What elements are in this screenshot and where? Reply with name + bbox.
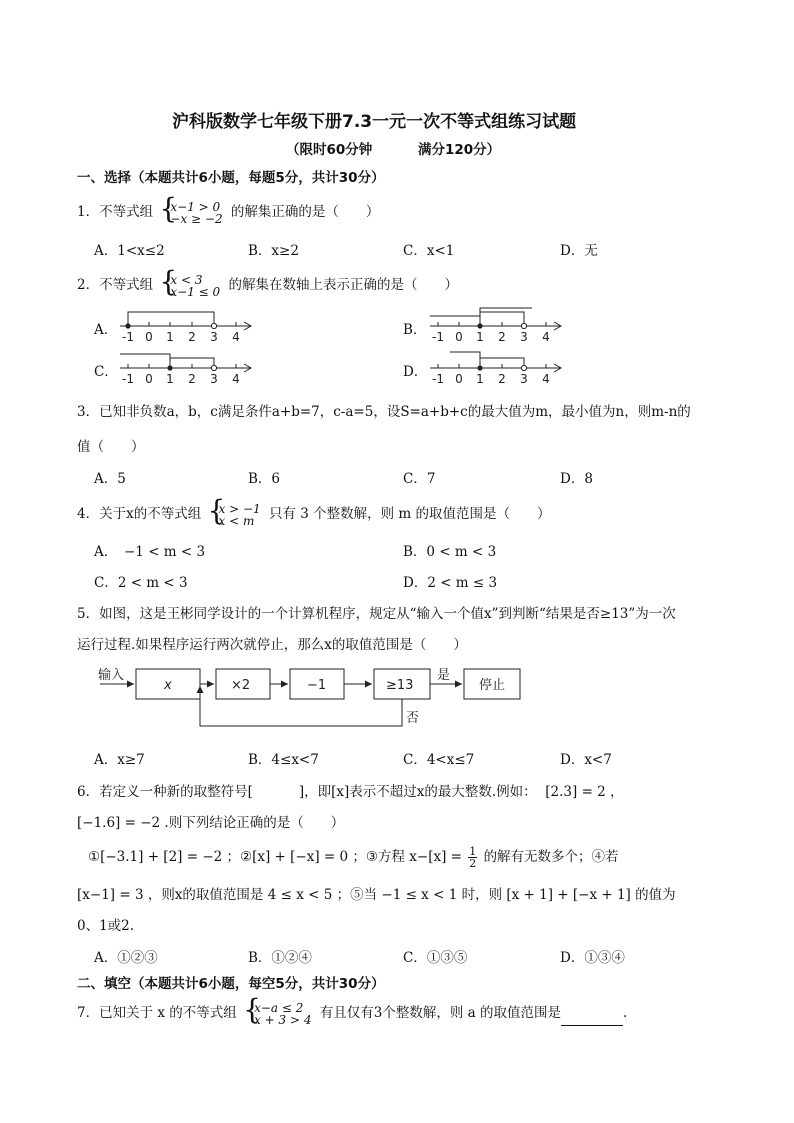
q5-option-c[interactable]: C．4<x≤7: [403, 752, 475, 768]
question-5-line-1: 5．如图，这是王彬同学设计的一个计算机程序，规定从“输入一个值x”到判断“结果是否≥13”为一次: [77, 606, 676, 622]
q2-option-c-label[interactable]: C．: [94, 364, 118, 380]
q7-ineq-2: x + 3 > 4: [254, 1012, 312, 1027]
tick-label: 1: [166, 330, 174, 344]
tick-label: 1: [476, 330, 484, 344]
q6-line-1b: ]，即[x]表示不超过x的最大整数.例如：: [298, 784, 537, 800]
tick-label: 3: [520, 330, 528, 344]
tick-label: 2: [498, 330, 506, 344]
q1-option-d[interactable]: D．无: [560, 243, 598, 259]
q3-option-a[interactable]: A．5: [94, 471, 126, 487]
question-7: [77, 1001, 627, 1026]
flow-x-label: x: [164, 678, 172, 693]
flow-no-label: 否: [406, 711, 420, 726]
q2-number-line-b[interactable]: [428, 302, 568, 344]
question-6-line-5: 0、1或2.: [77, 918, 135, 934]
tick-label: 4: [542, 330, 550, 344]
time-limit: （限时60分钟: [286, 142, 373, 158]
question-2: [77, 273, 458, 298]
question-5-line-2: 运行过程.如果程序运行两次就停止，那么x的取值范围是（ ）: [77, 637, 467, 653]
q2-number-line-c[interactable]: [118, 344, 258, 386]
q1-ineq-1: { x−1 > 0: [170, 199, 221, 214]
question-6-line-3: [88, 845, 619, 869]
q2-system: [161, 274, 220, 298]
q5-option-b[interactable]: B．4≤x<7: [248, 752, 319, 768]
flow-times-label: ×2: [231, 678, 251, 693]
q6-frac-den: 2: [469, 857, 477, 870]
question-3-line-1: 3．已知非负数a，b，c满足条件a+b=7，c-a=5，设S=a+b+c的最大值为m，最小值为n，则m-n的: [77, 404, 691, 420]
q1-option-a[interactable]: A．1<x≤2: [94, 243, 165, 259]
q7-ineq-1: { x−a ≤ 2: [254, 1000, 304, 1015]
q6-option-a[interactable]: A．①②③: [94, 950, 158, 966]
question-1: [77, 200, 379, 225]
q2-ineq-1: { x < 3: [170, 272, 203, 287]
question-6-line-4: [x−1] = 3 ，则x的取值范围是 4 ≤ x < 5 ；⑤当 −1 ≤ x < 1 时，则 [x + 1] + [−x + 1] 的值为: [77, 887, 676, 903]
q1-option-b[interactable]: B．x≥2: [248, 243, 299, 259]
q3-option-c[interactable]: C．7: [403, 471, 436, 487]
q4-ineq-2: x < m: [218, 513, 255, 528]
tick-label: 0: [145, 372, 153, 386]
q4-stem: 4．关于x的不等式组: [77, 506, 202, 522]
q2-option-d-label[interactable]: D．: [403, 364, 428, 380]
q1-stem-end: 的解集正确的是（ ）: [230, 204, 380, 220]
q5-flowchart: [92, 660, 532, 736]
tick-label: 2: [188, 372, 196, 386]
q2-option-b-label[interactable]: B．: [403, 322, 427, 338]
q7-stem-end: 有且仅有3个整数解，则 a 的取值范围是: [319, 1005, 562, 1021]
q2-number-line-a[interactable]: [118, 302, 258, 344]
q2-stem: 2．不等式组: [77, 277, 154, 293]
tick-label: 3: [210, 372, 218, 386]
q4-stem-end: 只有 3 个整数解，则 m 的取值范围是（ ）: [268, 506, 551, 522]
tick-label: 0: [455, 372, 463, 386]
tick-label: -1: [432, 372, 444, 386]
tick-label: 0: [145, 330, 153, 344]
q1-system: [161, 201, 222, 225]
flow-compare-label: ≥13: [386, 678, 414, 693]
section-1-heading: 一、选择（本题共计6小题，每题5分，共计30分）: [77, 170, 385, 186]
q4-ineq-1: { x > −1: [218, 501, 261, 516]
tick-label: 2: [498, 372, 506, 386]
q6-frac-num: 1: [469, 845, 477, 858]
q4-option-a[interactable]: A． −1 < m < 3: [94, 544, 206, 560]
score-limit: 满分120分）: [418, 142, 501, 158]
q1-ineq-2: −x ≥ −2: [170, 211, 223, 226]
q2-stem-end: 的解集在数轴上表示正确的是（ ）: [228, 277, 458, 293]
q6-option-c[interactable]: C．①③⑤: [403, 950, 468, 966]
q6-line-3a: ①[−3.1] + [2] = −2 ；②[x] + [−x] = 0 ；③方程 x−[x] =: [88, 849, 462, 865]
tick-label: 0: [455, 330, 463, 344]
question-3-line-2: 值（ ）: [77, 439, 145, 455]
q1-stem: 1．不等式组: [77, 204, 154, 220]
question-4: [77, 502, 551, 527]
tick-label: 1: [166, 372, 174, 386]
flow-minus-label: −1: [307, 678, 327, 693]
q6-fraction: [468, 846, 477, 869]
tick-label: 3: [210, 330, 218, 344]
q7-period: .: [623, 1005, 628, 1021]
tick-label: 4: [232, 372, 240, 386]
q5-option-a[interactable]: A．x≥7: [94, 752, 145, 768]
q4-option-d[interactable]: D．2 < m ≤ 3: [403, 575, 498, 591]
q6-option-b[interactable]: B．①②④: [248, 950, 312, 966]
q2-number-line-d[interactable]: [428, 344, 568, 386]
q4-system: [210, 503, 261, 527]
q6-line-1a: 6．若定义一种新的取整符号[: [77, 784, 253, 800]
q1-option-c[interactable]: C．x<1: [403, 243, 455, 259]
question-6-line-2: [−1.6] = −2 .则下列结论正确的是（ ）: [77, 815, 345, 831]
q6-option-d[interactable]: D．①③④: [560, 950, 625, 966]
q3-option-b[interactable]: B．6: [248, 471, 281, 487]
tick-label: -1: [432, 330, 444, 344]
q6-line-3b: 的解有无数多个；④若: [483, 849, 619, 865]
q7-system: [245, 1002, 311, 1026]
tick-label: -1: [122, 330, 134, 344]
q7-stem: 7．已知关于 x 的不等式组: [77, 1005, 237, 1021]
flow-input-label: 输入: [98, 668, 125, 683]
flow-yes-label: 是: [437, 668, 451, 683]
q7-answer-blank[interactable]: [561, 1013, 623, 1026]
flow-stop-label: 停止: [479, 678, 506, 693]
q4-option-c[interactable]: C．2 < m < 3: [94, 575, 188, 591]
q4-option-b[interactable]: B．0 < m < 3: [403, 544, 497, 560]
q2-option-a-label[interactable]: A．: [94, 322, 118, 338]
section-2-heading: 二、填空（本题共计6小题，每空5分，共计30分）: [77, 976, 385, 992]
q6-line-1c: [2.3] = 2 ，: [545, 784, 624, 800]
tick-label: 2: [188, 330, 196, 344]
question-6-line-1: [77, 780, 624, 800]
q3-option-d[interactable]: D．8: [560, 471, 593, 487]
q5-option-d[interactable]: D．x<7: [560, 752, 612, 768]
tick-label: 4: [542, 372, 550, 386]
tick-label: 4: [232, 330, 240, 344]
page-title: 沪科版数学七年级下册7.3一元一次不等式组练习试题: [172, 112, 577, 132]
tick-label: -1: [122, 372, 134, 386]
tick-label: 1: [476, 372, 484, 386]
tick-label: 3: [520, 372, 528, 386]
q2-ineq-2: x−1 ≤ 0: [170, 284, 221, 299]
